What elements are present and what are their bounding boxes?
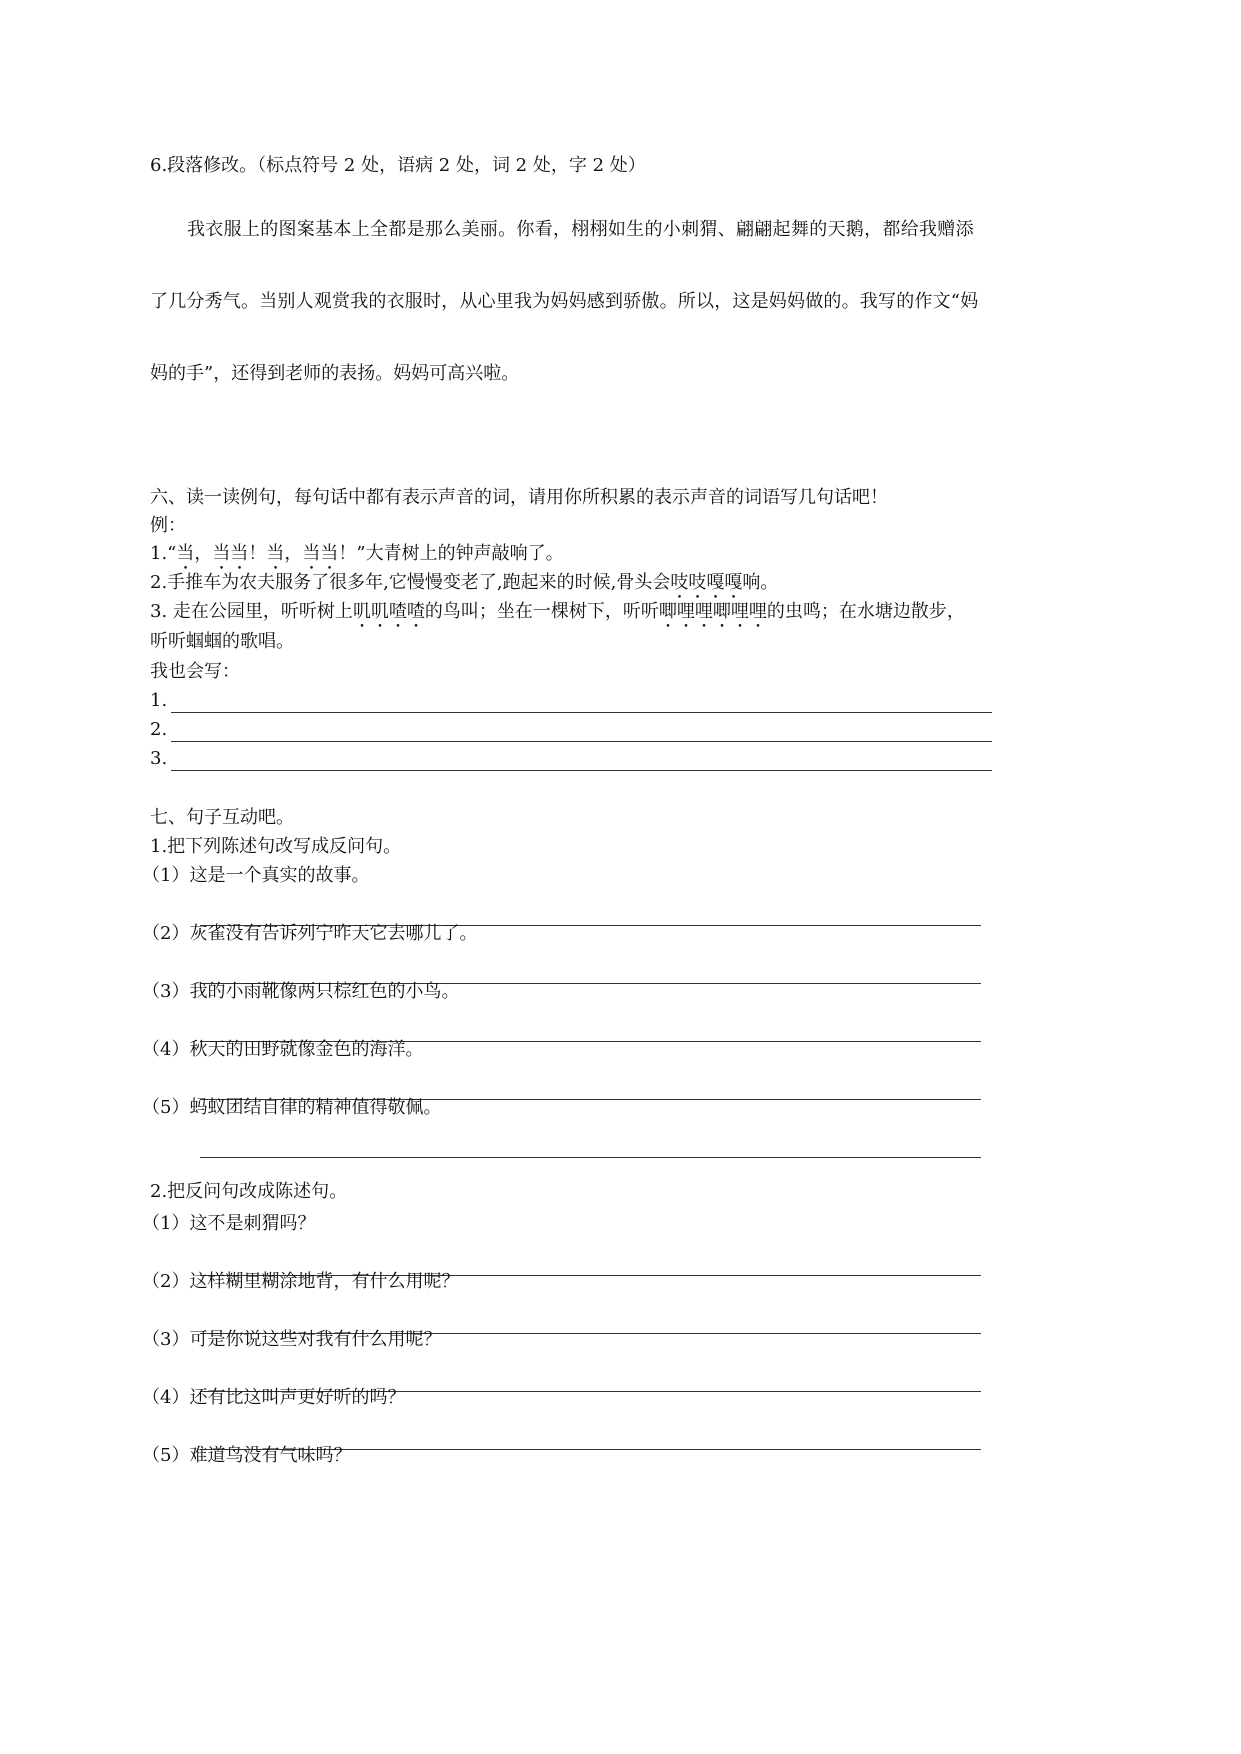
section7-title: 七、句子互动吧。 — [150, 807, 294, 828]
answer-line[interactable] — [171, 723, 992, 742]
part2-item: （2）这样糊里糊涂地背，有什么用呢？ — [142, 1271, 460, 1292]
text: ， — [284, 543, 303, 564]
part1-title: 1.把下列陈述句改写成反问句。 — [150, 836, 402, 857]
part2-item: （5）难道鸟没有气味吗？ — [142, 1445, 352, 1466]
sound-word: 当当 — [212, 543, 249, 564]
text: ！”大青树上的钟声敲响了。 — [338, 543, 564, 564]
answer-line[interactable] — [200, 1157, 981, 1158]
answer-blank-1[interactable] — [150, 689, 992, 713]
answer-blank-3[interactable] — [150, 747, 992, 771]
example-sentence-2 — [150, 571, 778, 603]
part2-item: （3）可是你说这些对我有什么用呢？ — [142, 1329, 442, 1350]
text: 2.手推车为农夫服务了很多年,它慢慢变老了,跑起来的时候,骨头会 — [150, 572, 671, 593]
text: ！ — [248, 543, 267, 564]
part2-item: （4）还有比这叫声更好听的吗？ — [142, 1387, 406, 1408]
sound-word: 当 — [266, 543, 285, 564]
part1-item: （5）蚂蚁团结自律的精神值得敬佩。 — [142, 1097, 442, 1118]
sound-word: 当 — [176, 543, 195, 564]
answer-blank-2[interactable] — [150, 718, 992, 742]
answer-line[interactable] — [171, 694, 992, 713]
q6-title: 6.段落修改。（标点符号 2 处，语病 2 处，词 2 处，字 2 处） — [150, 155, 646, 176]
section6-title: 六、读一读例句，每句话中都有表示声音的词，请用你所积累的表示声音的词语写几句话吧！ — [150, 487, 888, 508]
answer-line[interactable] — [171, 752, 992, 771]
blank-number: 1. — [150, 690, 168, 711]
part2-item: （1）这不是刺猬吗？ — [142, 1213, 316, 1234]
text: 响。 — [742, 572, 779, 593]
part1-item: （4）秋天的田野就像金色的海洋。 — [142, 1039, 424, 1060]
text: 1.“ — [150, 543, 177, 564]
text: 的鸟叫；坐在一棵树下，听听 — [424, 601, 659, 622]
blank-number: 2. — [150, 719, 168, 740]
sound-word: 吱吱嘎嘎 — [670, 572, 743, 593]
text: 3. 走在公园里，听听树上 — [150, 601, 353, 622]
q6-paragraph-line: 了几分秀气。当别人观赏我的衣服时，从心里我为妈妈感到骄傲。所以，这是妈妈做的。我写的作文“妈 — [150, 291, 979, 312]
sound-word: 唧哩哩唧哩哩 — [658, 601, 767, 622]
blank-number: 3. — [150, 748, 168, 769]
part1-item: （1）这是一个真实的故事。 — [142, 865, 370, 886]
part1-item: （3）我的小雨靴像两只棕红色的小鸟。 — [142, 981, 460, 1002]
example-sentence-3-cont: 听听蝈蝈的歌唱。 — [150, 631, 294, 652]
example-label: 例： — [150, 515, 186, 536]
text: 的虫鸣；在水塘边散步， — [766, 601, 965, 622]
example-sentence-1 — [150, 542, 564, 574]
q6-paragraph-line: 我衣服上的图案基本上全都是那么美丽。你看，栩栩如生的小刺猬、翩翩起舞的天鹅，都给我赠添 — [187, 219, 974, 240]
part1-item: （2）灰雀没有告诉列宁昨天它去哪儿了。 — [142, 923, 478, 944]
write-label: 我也会写： — [150, 661, 240, 682]
part2-title: 2.把反问句改成陈述句。 — [150, 1181, 348, 1202]
example-sentence-3 — [150, 600, 965, 632]
q6-paragraph-line: 妈的手”，还得到老师的表扬。妈妈可高兴啦。 — [150, 363, 520, 384]
text: ， — [194, 543, 213, 564]
sound-word: 叽叽喳喳 — [352, 601, 425, 622]
sound-word: 当当 — [302, 543, 339, 564]
